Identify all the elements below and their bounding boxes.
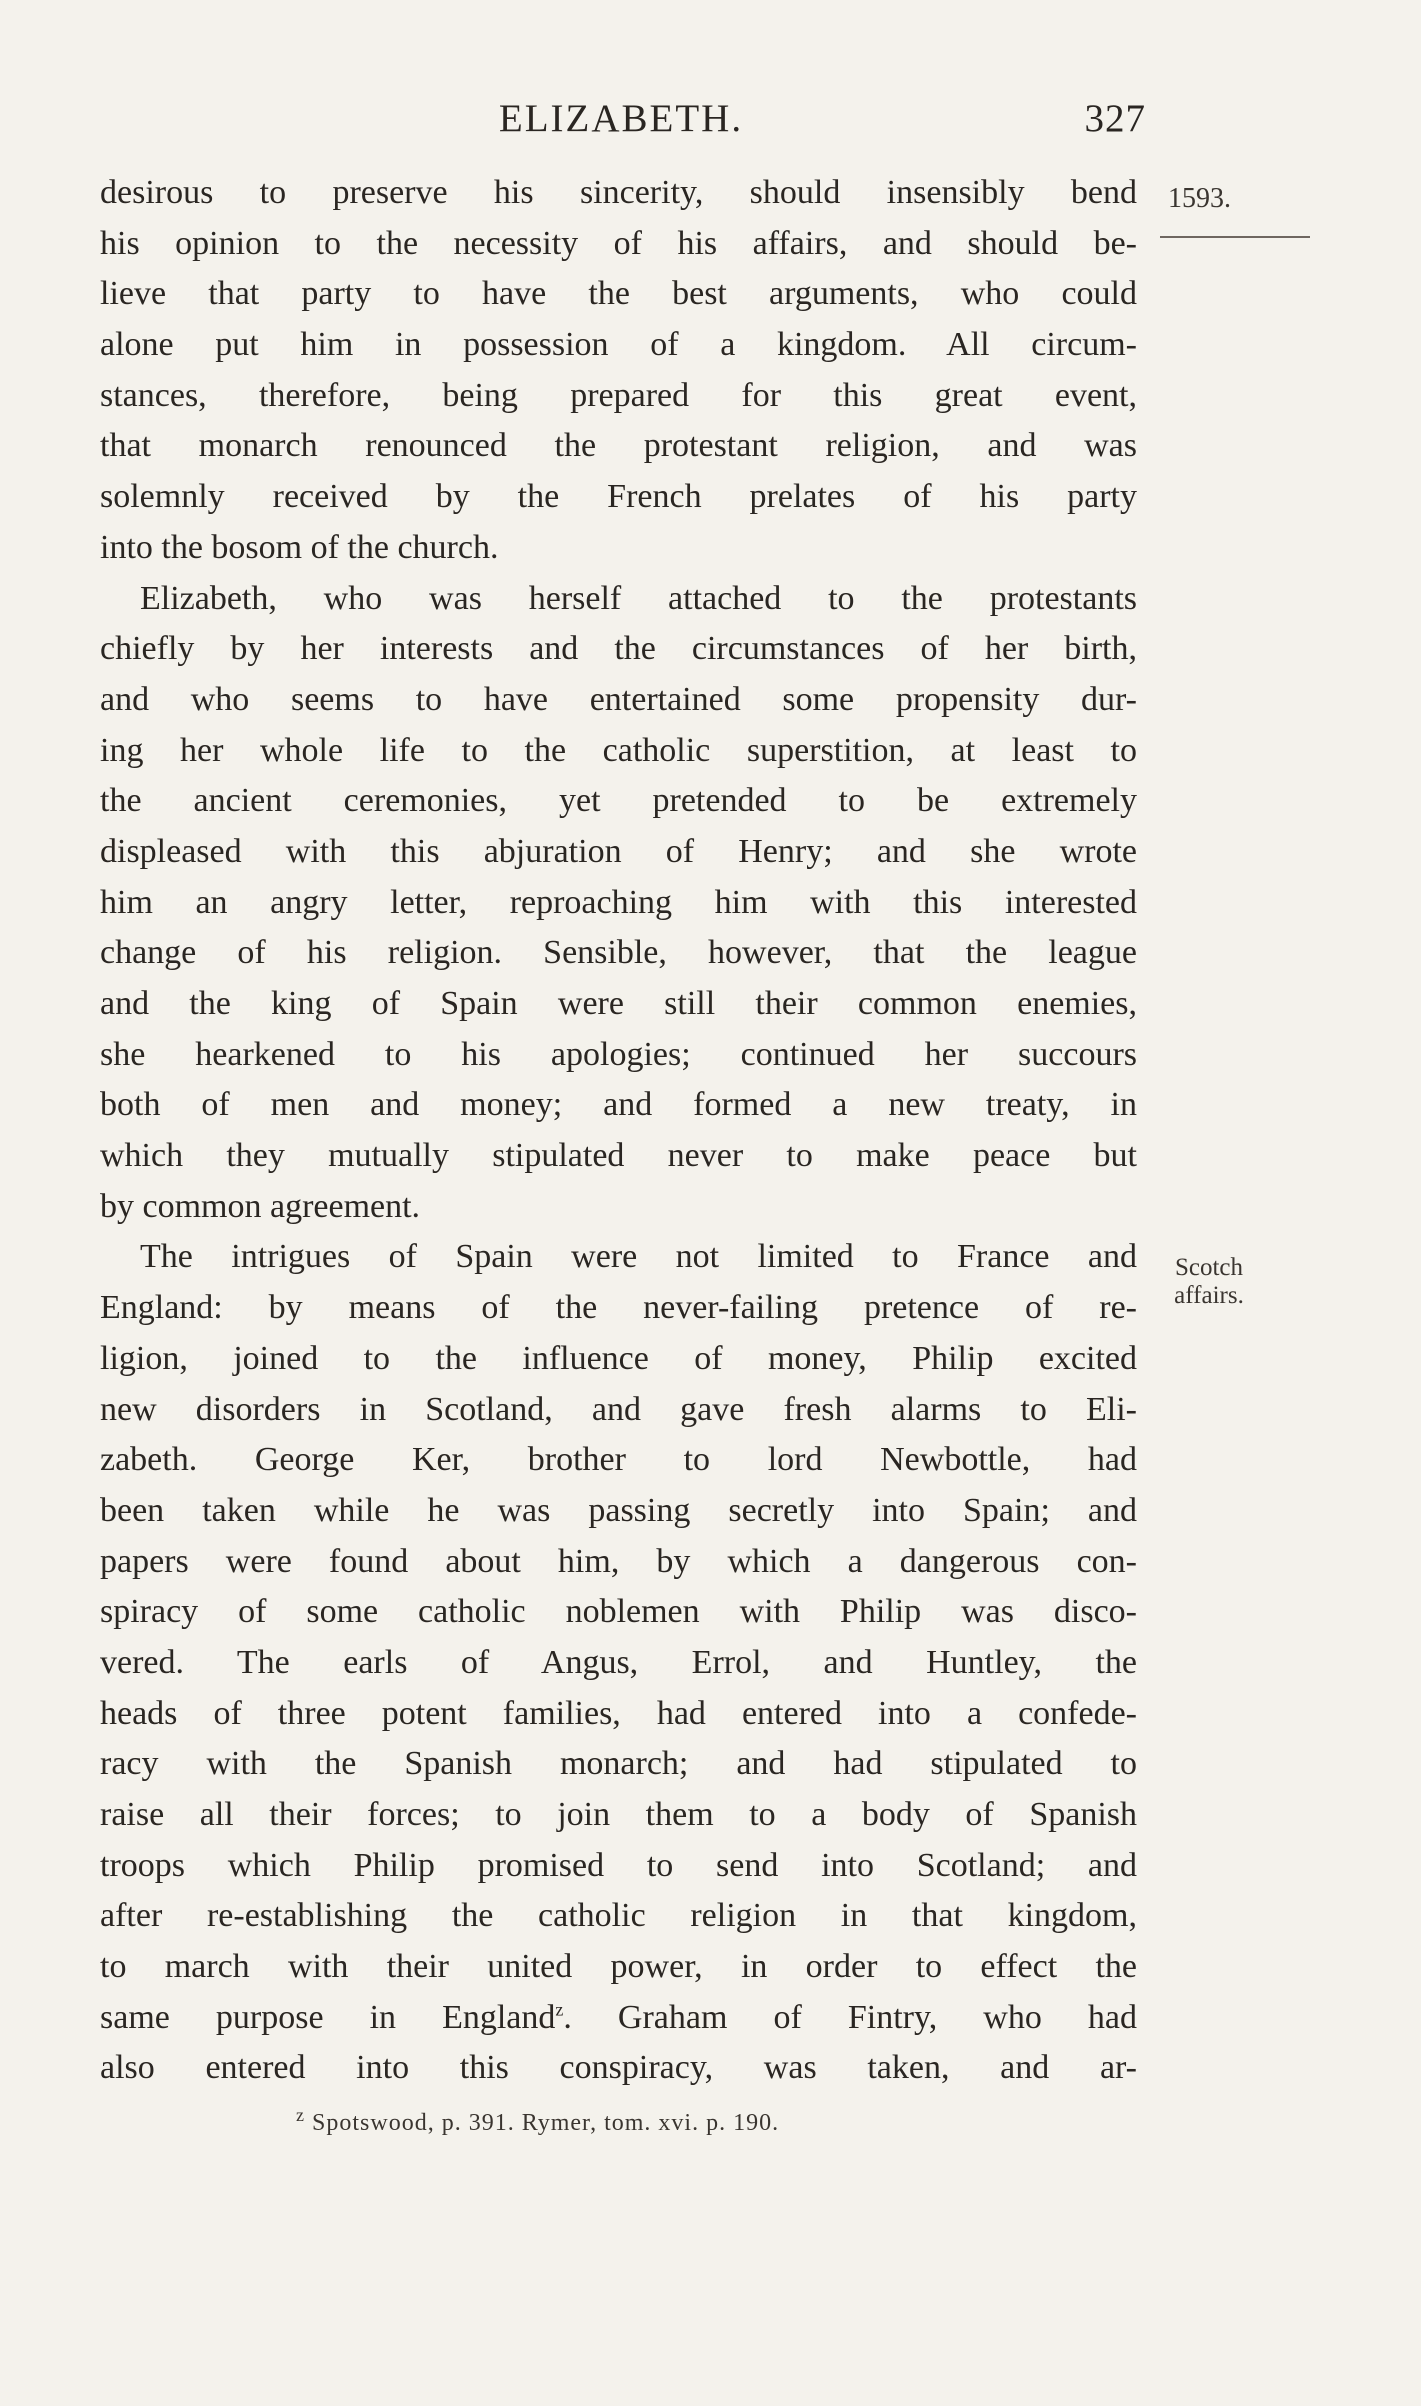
margin-note-line-1: Scotch	[1174, 1254, 1244, 1281]
text-line: also entered into this conspiracy, was taken, and ar-	[100, 2049, 1137, 2087]
text-line: she hearkened to his apologies; continued her succours	[100, 1035, 1137, 1073]
running-title: ELIZABETH.	[498, 97, 744, 140]
text-line: his opinion to the necessity of his affairs, and should be-	[100, 224, 1137, 262]
text-line: both of men and money; and formed a new treaty, in	[100, 1086, 1137, 1124]
text-line: Elizabeth, who was herself attached to the protestants	[140, 579, 1137, 617]
running-head	[96, 96, 1146, 156]
text-line-with-footnote-ref	[100, 1993, 1137, 2044]
text-line: ing her whole life to the catholic superstition, at least to	[100, 731, 1137, 769]
text-line: to march with their united power, in order to effect the	[100, 1948, 1137, 1986]
footnote-text: Spotswood, p. 391. Rymer, tom. xvi. p. 190.	[312, 2110, 780, 2136]
text-line: England: by means of the never-failing pretence of re-	[100, 1289, 1137, 1327]
text-line: after re-establishing the catholic religion in that kingdom,	[100, 1897, 1137, 1935]
body-text	[100, 168, 1137, 2094]
text-line: and the king of Spain were still their common enemies,	[100, 985, 1137, 1022]
text-line: heads of three potent families, had entered into a confede-	[100, 1694, 1137, 1732]
text-line: papers were found about him, by which a dangerous con-	[100, 1542, 1137, 1580]
margin-note-scotch-affairs	[1154, 1254, 1264, 1310]
text-line: stances, therefore, being prepared for this great event,	[100, 376, 1137, 414]
text-line: desirous to preserve his sincerity, should insensibly bend	[100, 174, 1137, 211]
page-number: 327	[1084, 97, 1146, 140]
text-line: which they mutually stipulated never to make peace but	[100, 1137, 1137, 1175]
text-line: displeased with this abjuration of Henry; and she wrote	[100, 832, 1137, 870]
text-line: racy with the Spanish monarch; and had stipulated to	[100, 1745, 1137, 1783]
text-line: alone put him in possession of a kingdom. All circum-	[100, 326, 1137, 364]
text-line: troops which Philip promised to send into Scotland; and	[100, 1846, 1137, 1884]
text-line: new disorders in Scotland, and gave fresh alarms to Eli-	[100, 1390, 1137, 1428]
text-line: raise all their forces; to join them to a body of Spanish	[100, 1796, 1137, 1833]
text-line: chiefly by her interests and the circumstances of her birth,	[100, 630, 1137, 668]
text-line: into the bosom of the church.	[100, 528, 499, 566]
text-line: lieve that party to have the best arguments, who could	[100, 275, 1137, 313]
text-line: the ancient ceremonies, yet pretended to be extremely	[100, 782, 1137, 820]
text-line: spiracy of some catholic noblemen with Philip was disco-	[100, 1593, 1137, 1631]
text-line: by common agreement.	[100, 1187, 421, 1225]
footnote	[296, 2105, 780, 2137]
margin-note-line-2: affairs.	[1174, 1282, 1244, 1309]
text-line-part: . Graham of Fintry, who had	[563, 1998, 1137, 2036]
text-line-part: same purpose in England	[100, 1998, 556, 2036]
footnote-reference: z	[555, 1999, 564, 2020]
text-line: been taken while he was passing secretly into Spain; and	[100, 1491, 1137, 1529]
text-line: that monarch renounced the protestant religion, and was	[100, 427, 1137, 465]
margin-year-rule	[1160, 236, 1310, 238]
text-line: and who seems to have entertained some propensity dur-	[100, 680, 1137, 718]
text-line: zabeth. George Ker, brother to lord Newbottle, had	[100, 1441, 1137, 1479]
footnote-marker: z	[296, 2105, 305, 2125]
text-line: ligion, joined to the influence of money, Philip excited	[100, 1339, 1137, 1377]
text-line: solemnly received by the French prelates of his party	[100, 478, 1137, 516]
text-line: vered. The earls of Angus, Errol, and Huntley, the	[100, 1643, 1137, 1681]
text-line: The intrigues of Spain were not limited to France and	[140, 1238, 1137, 1276]
text-line: him an angry letter, reproaching him with this interested	[100, 883, 1137, 921]
text-line: change of his religion. Sensible, however, that the league	[100, 934, 1137, 972]
margin-year: 1593.	[1168, 183, 1231, 214]
